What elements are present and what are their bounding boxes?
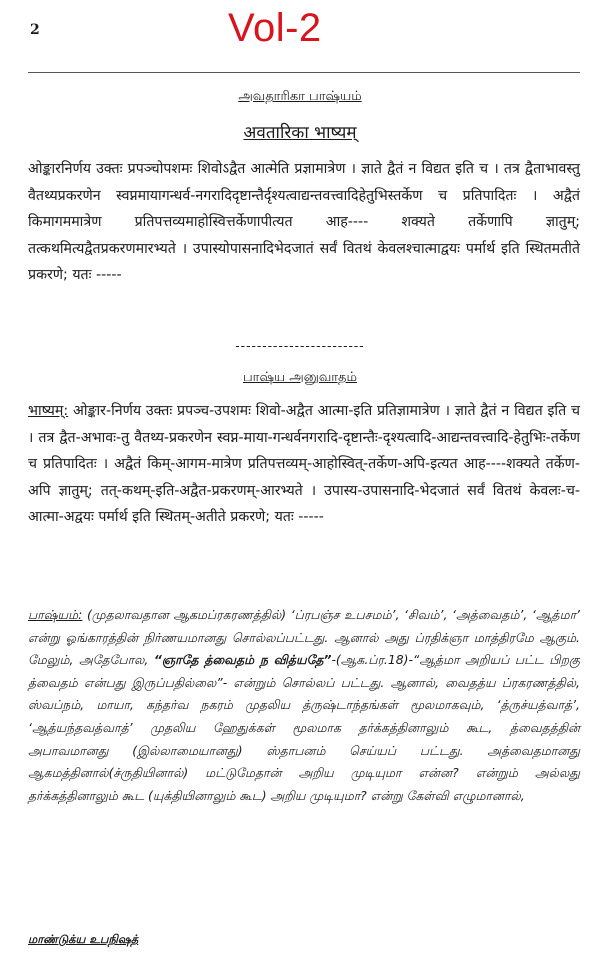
tamil-translation-paragraph (28, 604, 580, 807)
padaccheda-paragraph (28, 398, 580, 531)
tamil-translation-part2: -(ஆக.ப்ர.18)-“ஆத்மா அறியப் பட்ட பிறகு த்வைதம் என்பது இருப்பதில்லை”- என்றும் சொல்லப் பட்டது. ஆனால், வைதத்ய ப்ரகரணத்தில், ஸ்வப்நம், மாயா, கந்தர்வ நகரம் முதலிய த்ருஷ்டாந்தங்கள் மூலமாகவும், ‘த்ருச்யத்வாத்’, ‘ஆத்யந்தவத்வாத்’ முதலிய ஹேதுக்கள் மூலமாக தர்க்கத்தினாலும் கூட, த்வைதத்தின் அபாவமானது (இல்லாமையானது) ஸ்தாபனம் செய்யப் பட்டது. அத்வைதமானது ஆகமத்தினால்(ச்ருதியினால்) மட்டுமேதான் அறிய முடியுமா என்ன? என்றும் அல்லது தர்க்கத்தினாலும் கூட (யுக்தியினாலும் கூட) அறிய முடியுமா? என்று கேள்வி எழுமானால், (28, 652, 580, 803)
anuvadam-title-text: பாஷ்ய அனுவாதம் (243, 370, 357, 385)
tamil-translation-quote: “ஞாதே த்வைதம் ந வித்யதே” (153, 652, 332, 668)
sanskrit-bhashya-paragraph: ओङ्कारनिर्णय उक्तः प्रपञ्चोपशमः शिवोऽद्वैत आत्मेति प्रज्ञामात्रेण । ज्ञाते द्वैतं न विद्यत इति च । तत्र द्वैताभावस्तु वैतथ्यप्रकरणेन स्वप्नमायागन्धर्व-नगरादिदृष्टान्तैर्दृश्यत्वाद्यन्तवत्त्वादिहेतुभिस्तर्केण च प्रतिपादितः । अद्वैतं किमागममात्रेण प्रतिपत्तव्यमाहोस्वित्तर्केणापीत्यत आह---- शक्यते तर्केणापि ज्ञातुम्; तत्कथमित्यद्वैतप्रकरणमारभ्यते । उपास्योपासनादिभेदजातं सर्वं वितथं केवलश्चात्माद्वयः पर्मार्थ इति स्थितमतीते प्रकरणे; यतः ----- (28, 161, 580, 283)
anuvadam-title (0, 370, 600, 386)
section-divider: ------------------------ (235, 339, 365, 354)
section-title-sanskrit (0, 120, 600, 143)
volume-label: Vol-2 (228, 6, 322, 50)
page-number: 2 (30, 22, 40, 38)
footer-book-title: மாண்டுக்ய உபநிஷத் (28, 932, 139, 946)
tamil-translation-part1: (முதலாவதான ஆகமப்ரகரணத்தில்) ‘ப்ரபஞ்ச உபசமம்’, ‘சிவம்’, ‘அத்வைதம்’, ‘ஆத்மா’ என்று ஓங்காரத்தின் நிர்ணயமானது சொல்லப்பட்டது. ஆனால் அது ப்ரதிக்ஞா மாத்திரமே ஆகும். மேலும், அதேபோல, (28, 607, 580, 668)
section-title-tamil-text: அவதாரிகா பாஷ்யம் (238, 89, 362, 104)
header-divider (28, 72, 580, 73)
padaccheda-lead: भाष्यम्: (28, 403, 69, 419)
tamil-translation-lead: பாஷ்யம்: (28, 607, 83, 622)
padaccheda-body: ओङ्कार-निर्णय उक्तः प्रपञ्च-उपशमः शिवो-अद्वैत आत्मा-इति प्रतिज्ञामात्रेण । ज्ञाते द्वैतं न विद्यत इति च । तत्र द्वैत-अभावः-तु वैतथ्य-प्रकरणेन स्वप्न-माया-गन्धर्वनगरादि-दृष्टान्तैः-दृश्यत्वादि-आद्यन्तवत्त्वादि-हेतुभिः-तर्केण च प्रतिपादितः । अद्वैतं किम्-आगम-मात्रेण प्रतिपत्तव्यम्-आहोस्वित्-तर्केण-अपि-इत्यत आह----शक्यते तर्केण-अपि ज्ञातुम्; तत्-कथम्-इति-अद्वैत-प्रकरणम्-आरभ्यते । उपास्य-उपासनादि-भेदजातं सर्वं वितथं केवलः-च-आत्मा-अद्वयः पर्मार्थ इति स्थितम्-अतीते प्रकरणे; यतः ----- (28, 403, 580, 525)
section-title-tamil (0, 89, 600, 105)
section-title-sanskrit-text: अवतारिका भाष्यम् (243, 123, 357, 143)
